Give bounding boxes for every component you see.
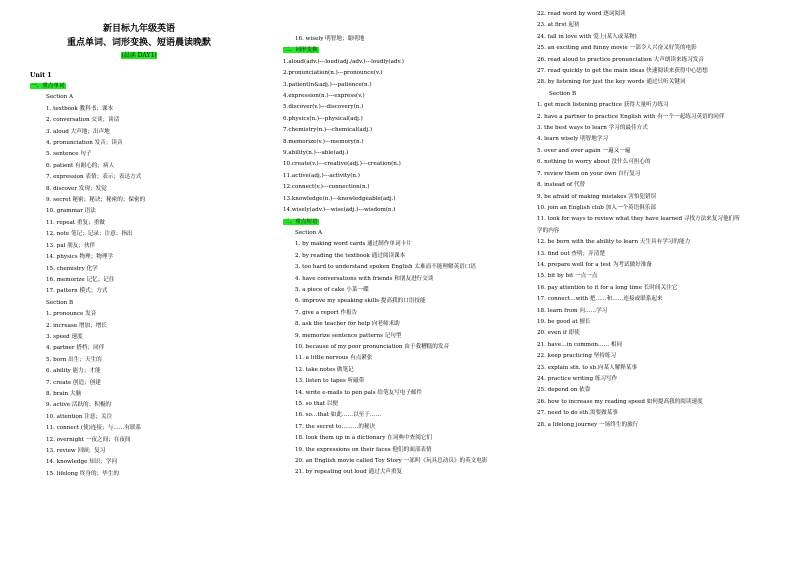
column-3 — [537, 9, 772, 431]
list-item: 10. attention 注意；关注 — [46, 413, 113, 420]
section-b-label: Section B — [46, 299, 74, 306]
list-item: 5. a piece of cake 小菜一碟 — [295, 286, 369, 293]
list-item: 20. even if 即使 — [537, 330, 580, 337]
list-item: 1. get much listening practice 获得大量听力练习 — [537, 102, 669, 109]
list-item: 17. connect…with 把……和……连接或联系起来 — [537, 296, 663, 303]
list-item: 5.discover(v.)---discovery(n.) — [283, 104, 364, 111]
list-item: 5. over and over again 一遍又一遍 — [537, 147, 631, 154]
list-item: 15. bit by bit 一点一点 — [537, 273, 598, 280]
list-item: 10. join an English club 加入一个英语俱乐部 — [537, 204, 656, 211]
list-item: 2. have a partner to practice English with 有一个一起练习英语的同伴 — [537, 113, 725, 120]
list-item: 18. learn from 向……学习 — [537, 307, 608, 314]
list-item: 9. memorize sentence patterns 记句型 — [295, 332, 402, 339]
phrase-list-a-continued — [537, 9, 772, 89]
phrase-list-b — [537, 100, 772, 431]
document-title: 新目标九年级英语 — [102, 24, 175, 34]
list-item: 10. grammar 语法 — [46, 208, 96, 215]
section-heading-text: 三、重点短语 — [284, 218, 318, 225]
list-item: 11. a little nervous 有点紧张 — [295, 355, 373, 362]
list-item: 24. fall in love with 爱上(某人或某物) — [537, 33, 637, 40]
list-item: 14.wisely(adv.)---wise(adj.)---wisdom(n.) — [283, 207, 396, 214]
list-item: 2.pronunciation(n.)---pronounce(v.) — [283, 70, 383, 77]
list-item: 10. because of my poor pronunciation 由于我糟糕的发音 — [295, 343, 450, 350]
list-item: 6. nothing to worry about 没什么可担心的 — [537, 159, 651, 166]
list-item: 26. how to increase my reading speed 如何提高我的阅读速度 — [537, 398, 703, 405]
list-item: 7. expression 表情；表示；表达方式 — [46, 174, 142, 181]
list-item: 11. repeat 重复；重做 — [46, 219, 105, 226]
list-item: 6.physics(n.)---physical(adj.) — [283, 115, 363, 122]
list-item: 14. write e-mails to pen pals 给笔友写电子邮件 — [295, 389, 423, 396]
list-item: 16. memorize 记忆；记住 — [46, 276, 115, 283]
list-item: 22. keep practicing 坚持练习 — [537, 353, 617, 360]
word-list-b — [30, 309, 248, 480]
list-item: 7. give a report 作报告 — [295, 309, 358, 316]
list-item: 12. take notes 做笔记 — [295, 366, 354, 373]
list-item: 17. the secret to………的秘诀 — [295, 423, 376, 430]
list-item: 1.aloud(adv.)---loud(adj./adv.)---loudly(adv.) — [283, 58, 404, 65]
list-item: 13. listen to tapes 听磁带 — [295, 378, 365, 385]
list-item: 5. sentence 句子 — [46, 151, 92, 158]
list-item: 13. find out 查明；弄清楚 — [537, 250, 605, 257]
list-item: 14. prepare well for a test 为考试做好准备 — [537, 261, 652, 268]
section-heading-text: 二、词形变换 — [284, 47, 318, 54]
list-item: 15. lifelong 终身的；毕生的 — [46, 470, 119, 477]
list-item: 8. ask the teacher for help 向老师求助 — [295, 321, 400, 328]
section-heading-phrases — [283, 217, 523, 228]
list-item: 18. look them up in a dictionary 在词典中查阅它们 — [295, 435, 433, 442]
list-item: 17. pattern 模式；方式 — [46, 288, 108, 295]
list-item: 6. ability 能力；才能 — [46, 368, 101, 375]
list-item: 7. create 创造；创建 — [46, 379, 101, 386]
list-item: 12. overnight 一夜之间；在夜间 — [46, 436, 131, 443]
list-item: 1. textbook 教科书；课本 — [46, 105, 114, 112]
list-item: 2. conversation 交谈；谈话 — [46, 117, 120, 124]
list-item: 14. knowledge 知识；学问 — [46, 459, 118, 466]
list-item: 6. patient 有耐心的；病人 — [46, 162, 115, 169]
list-item: 25. depend on 依靠 — [537, 387, 591, 394]
list-item: 21. have…in common…… 相同 — [537, 341, 623, 348]
list-item: 学的内容 — [537, 227, 560, 234]
section-heading-text: 一、重点单词 — [31, 83, 65, 89]
list-item: 22. read word by word 逐词阅读 — [537, 11, 626, 17]
list-item: 14. physics 物理；物理学 — [46, 254, 114, 261]
list-item: 27. need to do sth.需要做某事 — [537, 410, 618, 417]
list-item: 23. at first 起初 — [537, 22, 580, 29]
list-item: 12. note 笔记；记录；注意；指出 — [46, 231, 133, 238]
list-item: 28. by listening for just the key words 通过只听关键词 — [537, 79, 686, 86]
list-item: 3. the best ways to learn 学习的最佳方式 — [537, 125, 648, 132]
list-item: 16. wisely 明智地；聪明地 — [295, 36, 365, 42]
section-a-label: Section A — [46, 94, 74, 101]
list-item: 19. be good at 擅长 — [537, 318, 591, 325]
list-item: 12.connect(v.)---connection(n.) — [283, 184, 370, 191]
list-item: 1. by making word cards 通过制作单词卡片 — [295, 241, 412, 248]
list-item: 3. aloud 大声地；出声地 — [46, 128, 110, 135]
list-item: 28. a lifelong journey 一场终生的旅行 — [537, 421, 639, 428]
list-item: 24. practice writing 练习写作 — [537, 376, 618, 382]
list-item: 8.memorize(v.)---memory(n.) — [283, 138, 364, 145]
word-list-a — [30, 104, 248, 298]
list-item: 8. instead of 代替 — [537, 182, 586, 189]
column-1 — [30, 24, 248, 480]
list-item: 23. explain sth. to sb.向某人解释某事 — [537, 364, 638, 371]
list-item: 20. an English movie called Toy Story 一部叫《玩具总动员》的英文电影 — [295, 458, 488, 465]
unit-heading: Unit 1 — [30, 72, 52, 79]
list-item: 7.chemistry(n.)---chemical(adj.) — [283, 127, 373, 134]
list-item: 8. discover 发现；发觉 — [46, 185, 107, 192]
list-item: 3. speed 速度 — [46, 333, 83, 340]
list-item: 4. learn wisely 明智地学习 — [537, 136, 609, 143]
list-item: 1. pronounce 发音 — [46, 311, 97, 318]
list-item: 10.create(v.)---creative(adj.)---creation(n.) — [283, 161, 401, 168]
list-item: 11. connect (使)连接；与……有联系 — [46, 425, 142, 432]
list-item: 4. have conversations with friends 和朋友进行交谈 — [295, 275, 434, 282]
section-heading-words — [30, 81, 248, 92]
list-item: 27. read quickly to get the main ideas 快速阅读来获得中心思想 — [537, 68, 708, 75]
list-item: 13.knowledge(n.)---knowledgeable(adj.) — [283, 195, 396, 202]
list-item: 15. chemistry 化学 — [46, 265, 98, 272]
list-item: 2. increase 增加；增长 — [46, 322, 107, 329]
section-heading-forms — [283, 45, 523, 56]
list-item: 9. secret 秘密；秘诀；秘密的；保密的 — [46, 197, 146, 204]
list-item: 9. active 活跃的；积极的 — [46, 402, 112, 409]
word-forms-list — [283, 57, 523, 217]
list-item: 2. by reading the textbook 通过阅读课本 — [295, 252, 406, 259]
list-item: 13. review 回顾；复习 — [46, 448, 106, 454]
list-item: 16. pay attention to it for a long time 长时间关注它 — [537, 284, 678, 291]
list-item: 19. the expressions on their faces 他们的面部表情 — [295, 446, 432, 453]
column-2 — [283, 34, 523, 479]
list-item: 3. too hard to understand spoken English 太难而不能理解英语口语 — [295, 264, 476, 271]
section-a-label: Section A — [295, 229, 323, 236]
list-item: 11.active(adj.)---activity(n.) — [283, 172, 360, 179]
list-item: 13. pal 朋友；伙伴 — [46, 242, 96, 249]
list-item: 16. so…that 如此……以至于…… — [295, 412, 382, 419]
list-item: 8. brain 大脑 — [46, 390, 82, 397]
list-item: 4. partner 搭档；同伴 — [46, 345, 105, 352]
section-b-label: Section B — [549, 90, 577, 97]
document-subtitle: 重点单词、词形变换、短语晨读晚默 — [66, 38, 211, 48]
list-item: 21. by repeating out loud 通过大声重复 — [295, 469, 403, 476]
list-item: 9.ability(n.)---able(adj.) — [283, 150, 349, 157]
list-item: 3.patient(n&adj.)---patience(n.) — [283, 81, 372, 88]
list-item: 11. look for ways to review what they have learned 寻找方法来复习他们所 — [537, 216, 740, 223]
list-item: 4.expression(n.)---express(v.) — [283, 93, 365, 100]
day-tag-text: (晨读 DAY1) — [121, 52, 157, 59]
list-item: 7. review them on your own 自行复习 — [537, 170, 641, 177]
list-item: 5. born 出生；天生的 — [46, 356, 102, 363]
list-item: 6. improve my speaking skills 提高我的口语技能 — [295, 298, 426, 305]
list-item: 26. read aloud to practice pronunciation 大声朗读来练习发音 — [537, 56, 704, 63]
list-item: 25. an exciting and funny movie 一部令人兴奋又好笑的电影 — [537, 45, 697, 52]
list-item: 12. be born with the ability to learn 天生具有学习的能力 — [537, 239, 691, 246]
day-tag — [30, 51, 248, 61]
list-item: 4. pronunciation 发音；读音 — [46, 140, 123, 147]
list-item: 9. be afraid of making mistakes 害怕犯错误 — [537, 193, 657, 200]
list-item: 15. so that 以便 — [295, 401, 339, 407]
phrase-list-a — [283, 239, 523, 479]
